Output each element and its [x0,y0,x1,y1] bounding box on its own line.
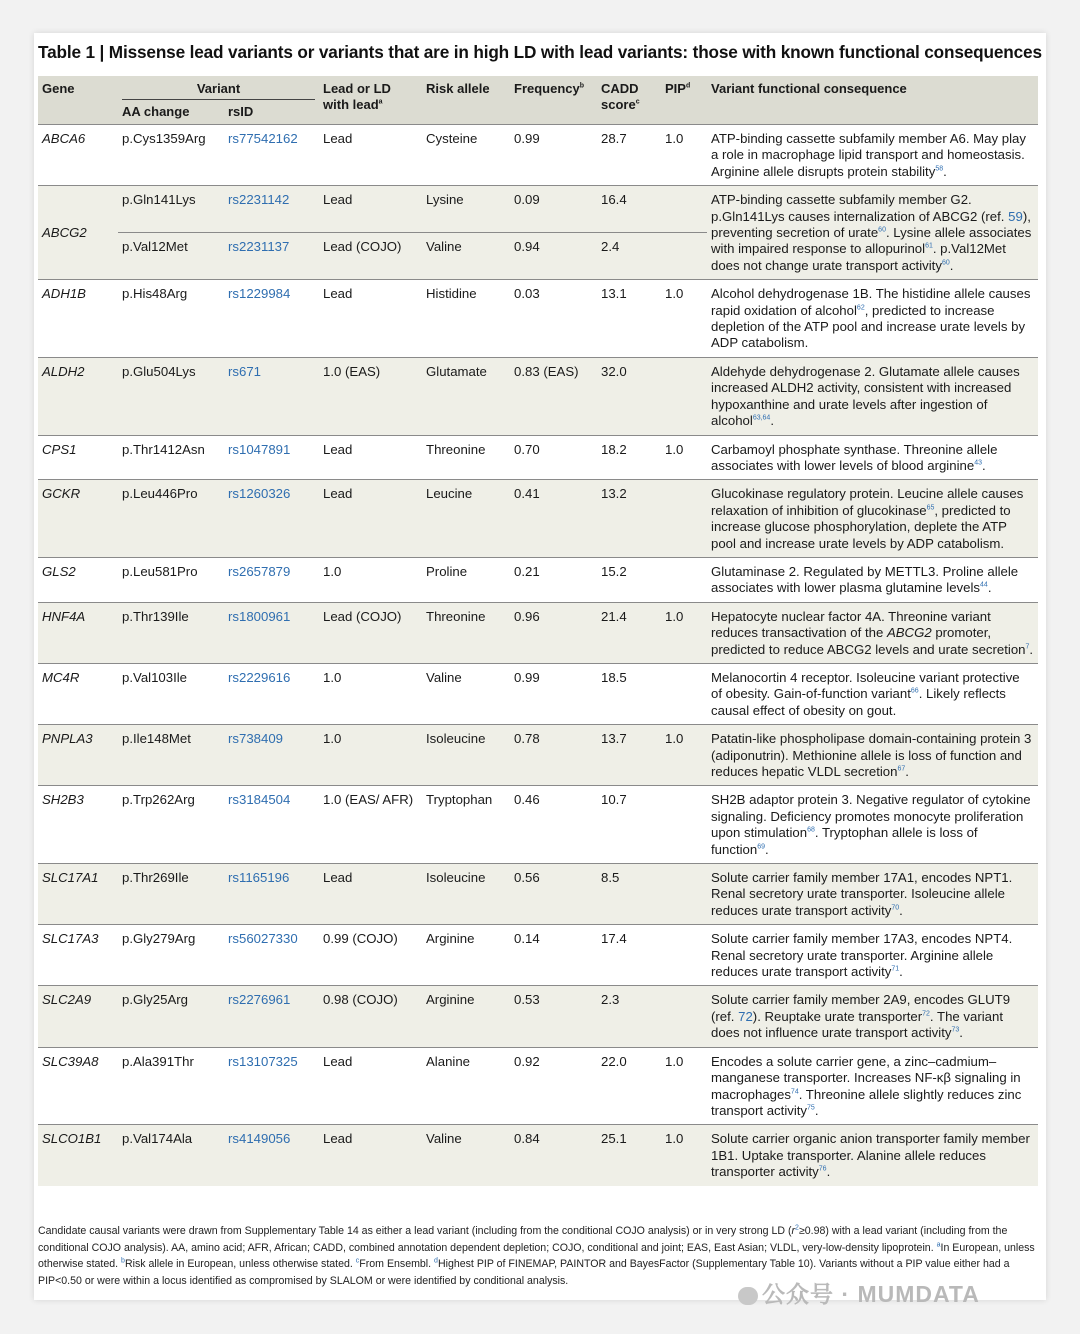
header-pip [661,76,707,125]
table-row [38,925,1038,986]
watermark [738,1276,1048,1310]
consequence-cell [707,480,1038,558]
gene-cell: SLC39A8 [38,1047,118,1125]
risk-allele-cell: Alanine [422,1047,510,1125]
lead-cell: 0.99 (COJO) [319,925,422,986]
cadd-cell: 16.4 [597,186,661,233]
risk-allele-cell: Valine [422,663,510,724]
rsid-link[interactable]: rs2229616 [224,663,319,724]
frequency-cell: 0.99 [510,663,597,724]
citation-superscript[interactable]: 2 [795,1224,799,1232]
cadd-cell: 2.3 [597,986,661,1047]
rsid-link[interactable]: rs1165196 [224,864,319,925]
consequence-cell [707,357,1038,435]
rsid-link[interactable]: rs671 [224,357,319,435]
pip-cell: 1.0 [661,435,707,480]
header-pip-sup: d [685,82,691,90]
text-segment: . [949,257,954,273]
consequence-cell [707,125,1038,186]
cadd-cell: 28.7 [597,125,661,186]
lead-cell: Lead [319,186,422,233]
header-variant [118,76,319,102]
text-segment: ≥0.98) with a lead variant (including from the conditional COJO analysis). AA, amino acid; AFR, African; CADD, combined annotation dependent depletion; COJO, conditional and joint; EAS, East Asian; VLDL, very-low-density lipoprotein. [38,1225,1008,1254]
frequency-cell: 0.21 [510,557,597,602]
pip-cell: 1.0 [661,725,707,786]
text-segment: Candidate causal variants were drawn from Supplementary Table 14 as either a lead variant (including from the conditional COJO analysis) or in very strong LD ( [38,1225,792,1237]
text-segment: Aldehyde dehydrogenase 2. Glutamate allele causes increased ALDH2 activity, consistent with increased hypoxanthine and urate levels after ingestion of alcohol [711,363,1020,429]
citation-superscript[interactable]: 65 [926,504,935,512]
header-frequency [510,76,597,125]
rsid-link[interactable]: rs2231142 [224,186,319,233]
aa-change-cell: p.Thr139Ile [118,602,224,663]
pip-cell [661,233,707,280]
cadd-cell: 18.2 [597,435,661,480]
text-segment: Highest PIP of FINEMAP, PAINTOR and BayesFactor (Supplementary Table 10). Variants without a PIP value either had a PIP<0.50 or were within a locus identified as compromised by SLALOM or were identified by conditional analysis. [38,1258,1010,1287]
text-segment: . [765,841,769,857]
lead-cell: Lead [319,480,422,558]
table-row [38,602,1038,663]
table-row [38,480,1038,558]
text-segment: . [981,457,986,473]
lead-cell: 0.98 (COJO) [319,986,422,1047]
rsid-link[interactable]: rs4149056 [224,1125,319,1186]
text-segment: . [1029,641,1034,657]
pip-cell [661,663,707,724]
consequence-cell [707,786,1038,864]
citation-superscript[interactable]: d [434,1257,438,1265]
aa-change-cell: p.Leu581Pro [118,557,224,602]
gene-cell: PNPLA3 [38,725,118,786]
consequence-cell [707,925,1038,986]
text-segment: Alcohol dehydrogenase 1B. The histidine allele causes rapid oxidation of alcohol [711,286,1031,318]
aa-change-cell: p.Thr269Ile [118,864,224,925]
frequency-cell: 0.14 [510,925,597,986]
frequency-cell: 0.92 [510,1047,597,1125]
rsid-link[interactable]: rs56027330 [224,925,319,986]
text-segment: ), preventing secretion of urate [711,208,1031,241]
cadd-cell: 8.5 [597,864,661,925]
table-page [34,33,1046,1300]
rsid-link[interactable]: rs2231137 [224,233,319,280]
citation-superscript[interactable]: 73 [951,1026,960,1034]
citation-superscript[interactable]: c [355,1257,360,1265]
rsid-link[interactable]: rs2276961 [224,986,319,1047]
risk-allele-cell: Threonine [422,602,510,663]
frequency-cell: 0.41 [510,480,597,558]
citation-superscript[interactable]: 7 [1025,643,1030,651]
risk-allele-cell: Threonine [422,435,510,480]
text-segment: , predicted to increase glucose phosphorylation, deplete the ATP pool and increase urate levels by ADP catabolism. [711,502,1011,551]
cadd-cell: 18.5 [597,663,661,724]
frequency-cell: 0.96 [510,602,597,663]
risk-allele-cell: Valine [422,1125,510,1186]
aa-change-cell: p.His48Arg [118,280,224,358]
lead-cell: Lead [319,280,422,358]
pip-cell [661,357,707,435]
rsid-link[interactable]: rs3184504 [224,786,319,864]
aa-change-cell: p.Glu504Lys [118,357,224,435]
risk-allele-cell: Isoleucine [422,864,510,925]
citation-superscript[interactable]: 43 [974,459,982,467]
gene-cell: GLS2 [38,557,118,602]
aa-change-cell: p.Gln141Lys [118,186,224,233]
consequence-cell [707,1125,1038,1186]
cadd-cell: 25.1 [597,1125,661,1186]
header-lead [319,76,422,125]
citation-superscript[interactable]: 60 [878,226,886,234]
consequence-cell [707,602,1038,663]
text-segment: . [770,413,775,429]
gene-cell: ADH1B [38,280,118,358]
variants-table [38,76,1038,1186]
frequency-cell: 0.70 [510,435,597,480]
header-cadd-sup: c [635,98,640,106]
gene-cell: SLC17A1 [38,864,118,925]
risk-allele-cell: Isoleucine [422,725,510,786]
consequence-cell [707,435,1038,480]
text-segment: . [899,964,903,980]
aa-change-cell: p.Gly279Arg [118,925,224,986]
citation-superscript[interactable]: 70 [891,904,900,912]
text-segment: Glucokinase regulatory protein. Leucine allele causes relaxation of inhibition of glucokinase [711,486,1024,518]
text-segment: . Lysine allele associates with impaired response to allopurinol [711,225,1032,257]
pip-cell: 1.0 [661,1047,707,1125]
header-aa-change: AA change [118,102,224,125]
table-title: Table 1 | Missense lead variants or variants that are in high LD with lead variants: those with known functional consequences [38,42,1042,62]
table-row [38,986,1038,1047]
frequency-cell: 0.84 [510,1125,597,1186]
table-row [38,1125,1038,1186]
text-segment: In European, unless otherwise stated. [38,1241,1035,1271]
cadd-cell: 15.2 [597,557,661,602]
lead-cell: 1.0 (EAS) [319,357,422,435]
lead-cell: Lead [319,864,422,925]
frequency-cell: 0.03 [510,280,597,358]
header-gene: Gene [38,76,118,125]
table-row [38,725,1038,786]
text-segment: . [905,764,909,779]
table-row [38,864,1038,925]
frequency-cell: 0.53 [510,986,597,1047]
text-segment: Patatin-like phospholipase domain-containing protein 3 (adiponutrin). Methionine allele is loss of function and reduces hepatic VLDL secretion [711,731,1032,779]
consequence-cell [707,986,1038,1047]
table-row [38,125,1038,186]
pip-cell [661,480,707,558]
consequence-cell [707,186,1038,280]
text-segment: ATP-binding cassette subfamily member G2. p.Gln141Lys causes internalization of ABCG2 (ref. [711,192,1009,224]
consequence-cell [707,280,1038,358]
frequency-cell: 0.56 [510,864,597,925]
risk-allele-cell: Leucine [422,480,510,558]
risk-allele-cell: Tryptophan [422,786,510,864]
italic-text: r [791,1225,796,1237]
consequence-cell [707,725,1038,786]
text-segment: ). Reuptake urate transporter [752,1008,923,1024]
text-segment: Solute carrier family member 2A9, encodes GLUT9 (ref. [711,992,1011,1024]
cadd-cell: 13.7 [597,725,661,786]
pip-cell [661,864,707,925]
citation-superscript[interactable]: 66 [910,687,919,695]
text-segment: . Tryptophan allele is loss of function [711,825,978,857]
text-segment: Encodes a solute carrier gene, a zinc–cadmium–manganese transporter. Increases NF-κβ signaling in macrophages [711,1053,1021,1102]
header-pip-label: PIP [665,81,686,96]
frequency-cell: 0.94 [510,233,597,280]
lead-cell: Lead [319,125,422,186]
aa-change-cell: p.Val103Ile [118,663,224,724]
text-segment: , predicted to increase depletion of the ATP pool and increase urate levels by ADP catabolism. [711,302,1026,351]
risk-allele-cell: Valine [422,233,510,280]
table-row [38,186,1038,233]
text-segment: Carbamoyl phosphate synthase. Threonine allele associates with lower levels of blood arginine [711,441,998,473]
risk-allele-cell: Arginine [422,986,510,1047]
text-segment: . The variant does not influence urate transport activity [711,1008,1003,1041]
header-lead-sup: a [378,98,383,106]
pip-cell [661,925,707,986]
lead-cell: 1.0 [319,725,422,786]
pip-cell: 1.0 [661,125,707,186]
table-row [38,1047,1038,1125]
lead-cell: Lead (COJO) [319,602,422,663]
consequence-cell [707,663,1038,724]
header-lead-label: Lead or LD with lead [323,81,391,112]
header-risk-allele: Risk allele [422,76,510,125]
citation-superscript[interactable]: 71 [891,965,900,973]
aa-change-cell: p.Thr1412Asn [118,435,224,480]
aa-change-cell: p.Ala391Thr [118,1047,224,1125]
gene-cell: HNF4A [38,602,118,663]
text-segment: . Threonine allele slightly reduces zinc transport activity [711,1086,1022,1118]
aa-change-cell: p.Val174Ala [118,1125,224,1186]
lead-cell: Lead [319,435,422,480]
lead-cell: 1.0 [319,663,422,724]
risk-allele-cell: Histidine [422,280,510,358]
text-segment: ATP-binding cassette subfamily member A6. May play a role in macrophage lipid transport and homeostasis. Arginine allele disrupts protein stability [711,131,1026,179]
text-segment: Solute carrier family member 17A1, encodes NPT1. Renal secretory urate transporter. Isoleucine allele reduces urate transport activity [711,870,1013,918]
reference-link[interactable]: 59 [1008,208,1023,224]
gene-cell: GCKR [38,480,118,558]
cadd-cell: 17.4 [597,925,661,986]
italic-text: ABCG2 [886,625,932,641]
header-variant-label: Variant [122,81,315,100]
citation-superscript[interactable]: 72 [922,1010,930,1018]
header-frequency-sup: b [579,82,585,90]
aa-change-cell: p.Leu446Pro [118,480,224,558]
citation-superscript[interactable]: 63,64 [752,414,771,422]
pip-cell [661,786,707,864]
wechat-icon [738,1287,758,1305]
text-segment: . [814,1102,819,1118]
rsid-link[interactable]: rs1047891 [224,435,319,480]
citation-superscript[interactable]: 76 [818,1165,827,1173]
pip-cell: 1.0 [661,602,707,663]
citation-superscript[interactable]: b [121,1257,125,1265]
citation-superscript[interactable]: 68 [807,826,815,834]
table-row [38,786,1038,864]
table-row [38,435,1038,480]
text-segment: . p.Val12Met does not change urate transport activity [711,241,1006,273]
lead-cell: Lead (COJO) [319,233,422,280]
consequence-cell [707,557,1038,602]
frequency-cell: 0.78 [510,725,597,786]
citation-superscript[interactable]: 61 [925,243,933,251]
lead-cell: 1.0 (EAS/ AFR) [319,786,422,864]
text-segment: Hepatocyte nuclear factor 4A. Threonine variant reduces transactivation of the [711,608,991,641]
citation-superscript[interactable]: 44 [980,581,988,589]
aa-change-cell: p.Ile148Met [118,725,224,786]
lead-cell: Lead [319,1047,422,1125]
header-cadd [597,76,661,125]
header-consequence: Variant functional consequence [707,76,1038,125]
aa-change-cell: p.Cys1359Arg [118,125,224,186]
citation-superscript[interactable]: 62 [856,304,865,312]
gene-cell: ABCA6 [38,125,118,186]
frequency-cell: 0.46 [510,786,597,864]
gene-cell: CPS1 [38,435,118,480]
text-segment: . [987,580,992,596]
text-segment: SH2B adaptor protein 3. Negative regulator of cytokine signaling. Deficiency promotes monocyte proliferation upon stimulation [711,792,1031,841]
gene-cell: ALDH2 [38,357,118,435]
text-segment: Solute carrier family member 17A3, encodes NPT4. Renal secretory urate transporter. Arginine allele reduces urate transport activity [711,931,1013,980]
text-segment: Solute carrier organic anion transporter family member 1B1. Uptake transporter. Alanine allele reduces transporter activity [711,1131,1030,1180]
table-row [38,357,1038,435]
gene-cell: SLC2A9 [38,986,118,1047]
text-segment: . Likely reflects causal effect of obesity on gout. [711,686,1006,718]
frequency-cell: 0.83 (EAS) [510,357,597,435]
watermark-text: 公众号 · MUMDATA [762,1281,980,1307]
risk-allele-cell: Glutamate [422,357,510,435]
cadd-cell: 13.2 [597,480,661,558]
gene-cell: SLC17A3 [38,925,118,986]
risk-allele-cell: Arginine [422,925,510,986]
citation-superscript[interactable]: 75 [807,1104,815,1112]
table-row [38,280,1038,358]
cadd-cell: 21.4 [597,602,661,663]
text-segment: . [943,163,947,179]
table-body [38,125,1038,1186]
header-frequency-label: Frequency [514,81,580,96]
text-segment: Risk allele in European, unless otherwise stated. [124,1258,356,1271]
text-segment: . [826,1164,831,1180]
pip-cell [661,557,707,602]
lead-cell: Lead [319,1125,422,1186]
consequence-cell [707,1047,1038,1125]
risk-allele-cell: Lysine [422,186,510,233]
text-segment: From Ensembl. [359,1258,435,1271]
gene-cell: SLCO1B1 [38,1125,118,1186]
risk-allele-cell: Proline [422,557,510,602]
rsid-link[interactable]: rs1229984 [224,280,319,358]
citation-superscript[interactable]: 74 [790,1088,799,1096]
pip-cell: 1.0 [661,280,707,358]
gene-cell: SH2B3 [38,786,118,864]
lead-cell: 1.0 [319,557,422,602]
gene-cell: MC4R [38,663,118,724]
frequency-cell: 0.09 [510,186,597,233]
rsid-link[interactable]: rs738409 [224,725,319,786]
cadd-cell: 2.4 [597,233,661,280]
aa-change-cell: p.Val12Met [118,233,224,280]
cadd-cell: 10.7 [597,786,661,864]
pip-cell: 1.0 [661,1125,707,1186]
citation-superscript[interactable]: 67 [897,765,906,773]
pip-cell [661,186,707,233]
citation-superscript[interactable]: a [936,1241,941,1249]
text-segment: Glutaminase 2. Regulated by METTL3. Proline allele associates with lower plasma glutamine levels [711,563,1019,596]
header-row [38,76,1038,102]
header-rsid: rsID [224,102,319,125]
cadd-cell: 32.0 [597,357,661,435]
aa-change-cell: p.Trp262Arg [118,786,224,864]
header-cadd-label: CADD score [601,81,639,112]
citation-superscript[interactable]: 60 [941,259,950,267]
reference-link[interactable]: 72 [738,1008,753,1024]
text-segment: promoter, predicted to reduce ABCG2 levels and urate secretion [711,625,1026,657]
rsid-link[interactable]: rs77542162 [224,125,319,186]
risk-allele-cell: Cysteine [422,125,510,186]
aa-change-cell: p.Gly25Arg [118,986,224,1047]
rsid-link[interactable]: rs13107325 [224,1047,319,1125]
pip-cell [661,986,707,1047]
citation-superscript[interactable]: 58 [935,165,944,173]
table-row [38,663,1038,724]
cadd-cell: 13.1 [597,280,661,358]
table-row [38,557,1038,602]
rsid-link[interactable]: rs2657879 [224,557,319,602]
rsid-link[interactable]: rs1260326 [224,480,319,558]
consequence-cell [707,864,1038,925]
rsid-link[interactable]: rs1800961 [224,602,319,663]
text-segment: . [899,902,903,918]
cadd-cell: 22.0 [597,1047,661,1125]
citation-superscript[interactable]: 69 [757,843,766,851]
frequency-cell: 0.99 [510,125,597,186]
text-segment: . [959,1025,963,1041]
text-segment: Melanocortin 4 receptor. Isoleucine variant protective of obesity. Gain-of-function variant [711,669,1020,702]
gene-cell: ABCG2 [38,186,118,280]
